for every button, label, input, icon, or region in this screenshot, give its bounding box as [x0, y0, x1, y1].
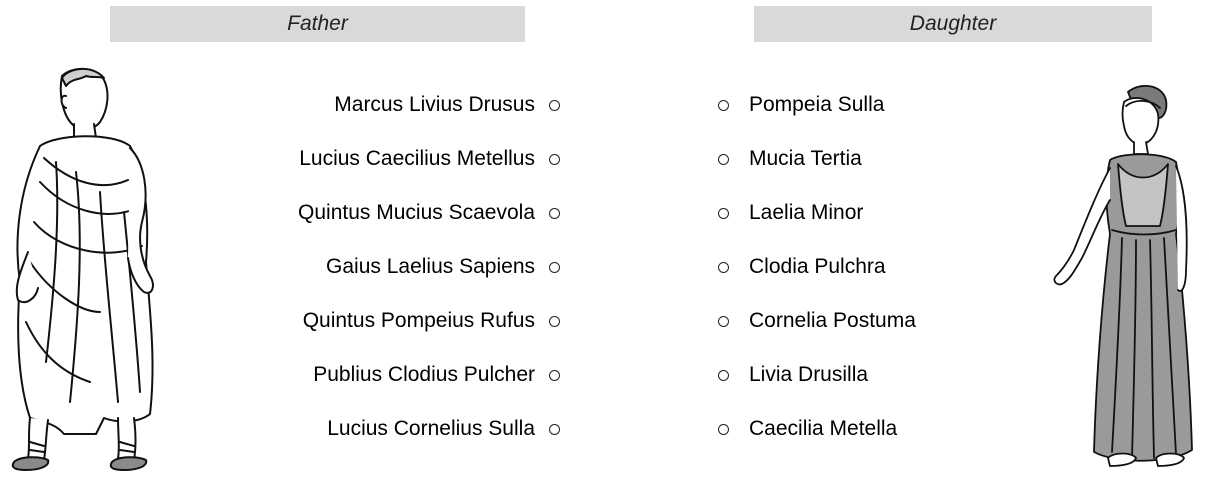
- daughter-list: [718, 78, 1048, 456]
- daughter-column-header: [754, 6, 1152, 42]
- daughter-item: [718, 240, 1048, 294]
- father-item: [180, 132, 560, 186]
- daughter-name: Pompeia Sulla: [749, 93, 885, 116]
- father-match-bullet[interactable]: [549, 316, 560, 327]
- father-match-bullet[interactable]: [549, 154, 560, 165]
- father-item: [180, 186, 560, 240]
- father-item: [180, 402, 560, 456]
- father-name: Quintus Pompeius Rufus: [302, 309, 535, 332]
- roman-woman-illustration: [1040, 80, 1208, 476]
- daughter-name: Mucia Tertia: [749, 147, 862, 170]
- daughter-match-bullet[interactable]: [718, 424, 729, 435]
- daughter-name: Laelia Minor: [749, 201, 864, 224]
- daughter-item: [718, 132, 1048, 186]
- father-match-bullet[interactable]: [549, 100, 560, 111]
- father-match-bullet[interactable]: [549, 424, 560, 435]
- daughter-match-bullet[interactable]: [718, 370, 729, 381]
- father-item: [180, 78, 560, 132]
- father-item: [180, 240, 560, 294]
- father-item: [180, 348, 560, 402]
- daughter-match-bullet[interactable]: [718, 154, 729, 165]
- daughter-name: Caecilia Metella: [749, 417, 898, 440]
- father-name: Lucius Caecilius Metellus: [299, 147, 535, 170]
- daughter-name: Livia Drusilla: [749, 363, 869, 386]
- father-match-bullet[interactable]: [549, 370, 560, 381]
- father-match-bullet[interactable]: [549, 208, 560, 219]
- daughter-match-bullet[interactable]: [718, 262, 729, 273]
- daughter-item: [718, 186, 1048, 240]
- father-column-header: [110, 6, 525, 42]
- daughter-name: Clodia Pulchra: [749, 255, 886, 278]
- daughter-match-bullet[interactable]: [718, 208, 729, 219]
- daughter-item: [718, 78, 1048, 132]
- father-match-bullet[interactable]: [549, 262, 560, 273]
- daughter-match-bullet[interactable]: [718, 316, 729, 327]
- daughter-name: Cornelia Postuma: [749, 309, 916, 332]
- father-name: Lucius Cornelius Sulla: [327, 417, 535, 440]
- father-name: Quintus Mucius Scaevola: [298, 201, 535, 224]
- daughter-item: [718, 348, 1048, 402]
- daughter-item: [718, 402, 1048, 456]
- roman-man-illustration: [0, 62, 168, 474]
- father-list: [180, 78, 560, 456]
- father-name: Publius Clodius Pulcher: [313, 363, 535, 386]
- daughter-item: [718, 294, 1048, 348]
- father-name: Gaius Laelius Sapiens: [326, 255, 535, 278]
- father-name: Marcus Livius Drusus: [334, 93, 535, 116]
- daughter-match-bullet[interactable]: [718, 100, 729, 111]
- father-item: [180, 294, 560, 348]
- father-header-label: Father: [287, 12, 348, 35]
- daughter-header-label: Daughter: [909, 12, 997, 35]
